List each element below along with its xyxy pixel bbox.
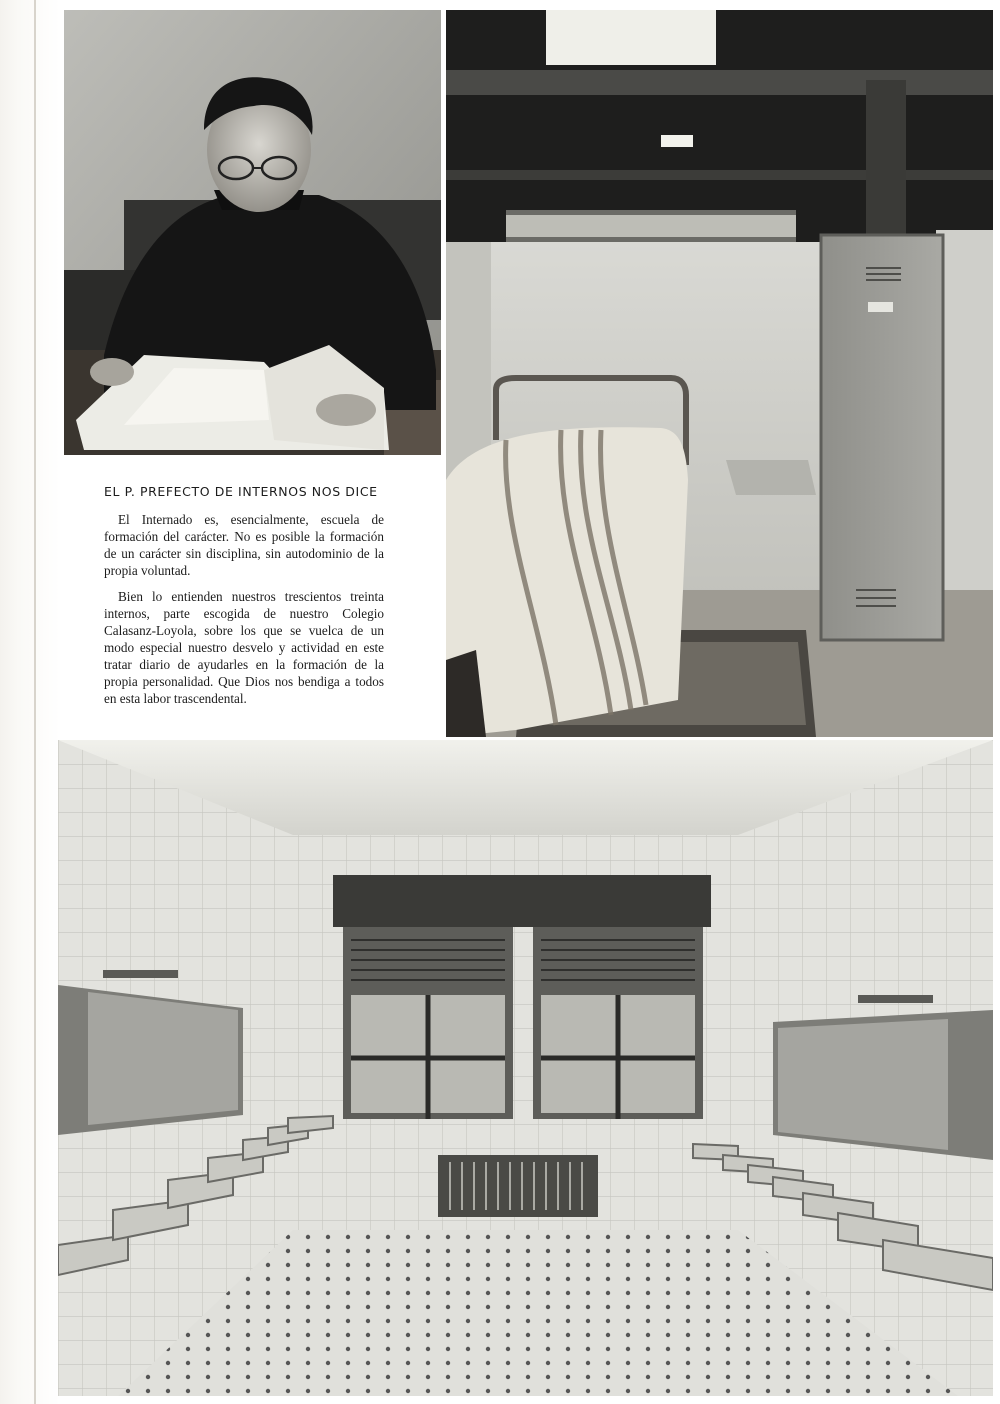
- dormitory-cubicle-photo: [446, 10, 993, 737]
- binding-line: [34, 0, 36, 1404]
- page-gutter: [0, 0, 60, 1404]
- caption-paragraph: Bien lo entienden nuestros trescientos treinta internos, parte escogida de nuestro Colegio Calasanz-Loyola, sobre los que se vuelca de un modo especial nuestro desvelo y actividad en este tratar diario de ayudarles en la formación de la propia personalidad. Que Dios nos bendiga a todos en esta labor trascendental.: [104, 589, 384, 706]
- washroom-sinks-photo: [58, 740, 993, 1396]
- priest-reading-photo: [64, 10, 441, 455]
- caption-title: EL P. PREFECTO DE INTERNOS NOS DICE: [104, 484, 378, 499]
- caption-paragraph: El Internado es, esencialmente, escuela de formación del carácter. No es posible la formación de un carácter sin disciplina, sin autodominio de la propia voluntad.: [104, 512, 384, 578]
- caption-block: [104, 484, 384, 716]
